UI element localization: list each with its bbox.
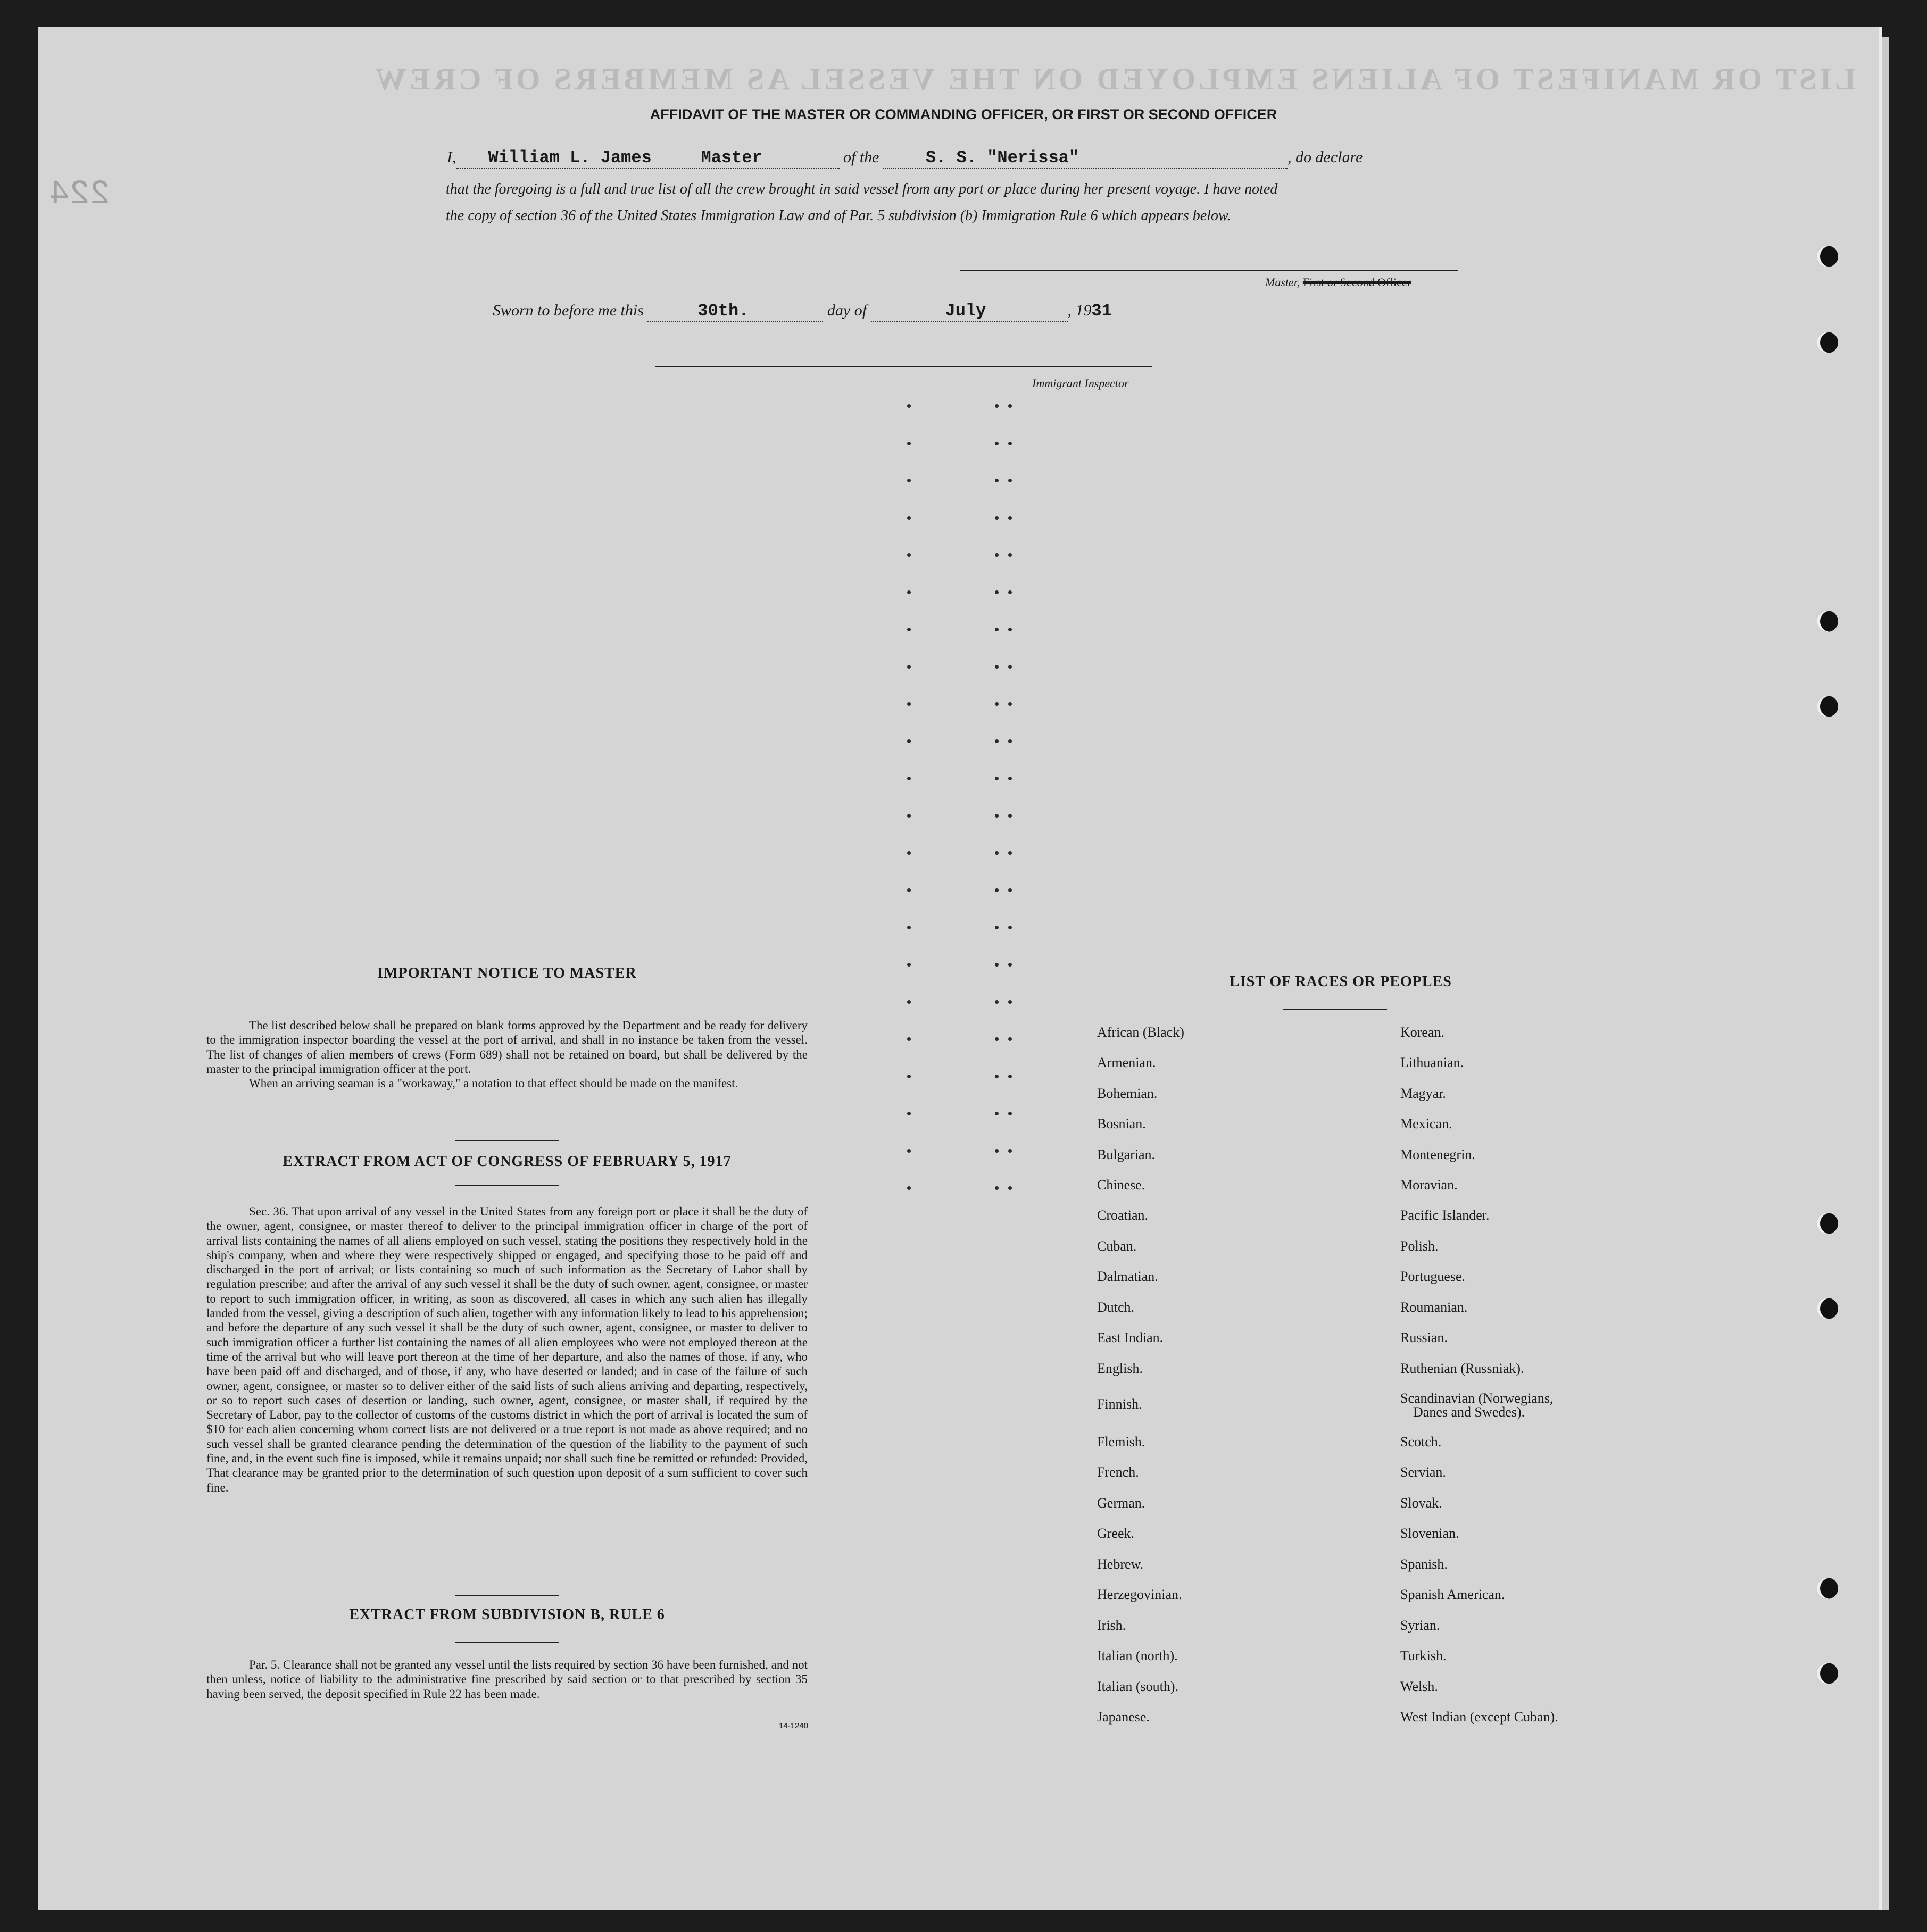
race-item: Syrian. xyxy=(1400,1618,1440,1633)
bleed-through-dot xyxy=(907,777,911,780)
bleed-through-dot xyxy=(1008,926,1012,929)
bleed-through-dot xyxy=(995,1149,999,1153)
bleed-through-dot xyxy=(1008,665,1012,669)
race-item: Bohemian. xyxy=(1097,1086,1158,1101)
binder-hole xyxy=(1817,1213,1838,1234)
bleed-through-dot xyxy=(907,739,911,743)
bleed-through-dot xyxy=(907,963,911,967)
race-item: Hebrew. xyxy=(1097,1556,1144,1572)
race-item: Dutch. xyxy=(1097,1300,1135,1315)
inspector-label: Immigrant Inspector xyxy=(1032,377,1129,390)
race-item: Montenegrin. xyxy=(1400,1147,1475,1162)
race-item: Finnish. xyxy=(1097,1396,1142,1412)
bleed-through-dot xyxy=(1008,1112,1012,1115)
bleed-through-dot xyxy=(907,1000,911,1004)
bleed-through-dot xyxy=(995,1000,999,1004)
bleed-through-dot xyxy=(1008,739,1012,743)
bleed-through-dot xyxy=(995,1112,999,1115)
master-name-field xyxy=(456,148,840,169)
affidavit-line-3: the copy of section 36 of the United States Immigration Law and of Par. 5 subdivision (b) Immigration Rule 6 which appears below. xyxy=(446,207,1231,224)
race-item: Portuguese. xyxy=(1400,1269,1466,1284)
bleed-through-dot xyxy=(907,1112,911,1115)
race-item: Roumanian. xyxy=(1400,1300,1468,1315)
bleed-through-dot xyxy=(907,628,911,631)
bleed-through-dot xyxy=(907,553,911,557)
bleed-through-dot xyxy=(995,516,999,520)
sworn-month: July xyxy=(945,301,986,321)
bleed-through-dot xyxy=(1008,963,1012,967)
affidavit-declaration-line xyxy=(447,148,1458,169)
race-item: Turkish. xyxy=(1400,1648,1447,1663)
bleed-through-dot xyxy=(995,553,999,557)
bleed-through-dot xyxy=(1008,1037,1012,1041)
race-item: Moravian. xyxy=(1400,1177,1458,1193)
sworn-line: Sworn to before me this 30th. day of July , 1931 xyxy=(493,301,1112,321)
bleed-through-dot xyxy=(995,814,999,818)
binder-hole xyxy=(1817,1578,1838,1599)
binder-hole xyxy=(1817,696,1838,717)
bleed-through-dot xyxy=(907,479,911,482)
master-rank: Master xyxy=(701,148,762,168)
sworn-label: Sworn to before me this xyxy=(493,302,644,319)
race-item: Scotch. xyxy=(1400,1434,1442,1450)
race-item: Ruthenian (Russniak). xyxy=(1400,1361,1524,1376)
act-extract-body xyxy=(206,1204,808,1495)
bleed-through-dot xyxy=(995,1186,999,1190)
bleed-through-dot xyxy=(907,404,911,408)
notice-body xyxy=(206,1018,808,1090)
notice-paragraph-2: When an arriving seaman is a "workaway," a notation to that effect should be made on the manifest. xyxy=(249,1077,738,1090)
race-item: Dalmatian. xyxy=(1097,1269,1158,1284)
race-item: Irish. xyxy=(1097,1618,1126,1633)
divider xyxy=(455,1185,559,1186)
bleed-through-dot xyxy=(907,888,911,892)
race-item: Spanish American. xyxy=(1400,1587,1505,1602)
signature-master-label: Master, xyxy=(1265,276,1300,289)
divider xyxy=(455,1642,559,1643)
bleed-through-dot xyxy=(1008,777,1012,780)
binder-hole xyxy=(1817,611,1838,632)
race-item: Chinese. xyxy=(1097,1177,1145,1193)
binder-hole xyxy=(1817,246,1838,267)
race-item: Armenian. xyxy=(1097,1055,1156,1070)
race-item: Mexican. xyxy=(1400,1116,1452,1131)
sworn-year: 31 xyxy=(1091,301,1112,321)
race-item: Flemish. xyxy=(1097,1434,1145,1450)
race-item: Pacific Islander. xyxy=(1400,1208,1490,1223)
bleed-through-dot xyxy=(995,404,999,408)
race-item: Italian (south). xyxy=(1097,1679,1179,1694)
binder-hole xyxy=(1817,332,1838,353)
binder-hole xyxy=(1817,1298,1838,1319)
race-item: Danes and Swedes). xyxy=(1413,1404,1525,1420)
bleed-through-dot xyxy=(907,851,911,855)
bleed-through-dot xyxy=(907,442,911,445)
binder-hole xyxy=(1817,1663,1838,1684)
race-item: Japanese. xyxy=(1097,1709,1150,1725)
bleed-through-dot xyxy=(1008,590,1012,594)
bleed-through-dot xyxy=(1008,442,1012,445)
bleed-through-dot xyxy=(995,851,999,855)
affidavit-title: AFFIDAVIT OF THE MASTER OR COMMANDING OFFICER, OR FIRST OR SECOND OFFICER xyxy=(650,106,1277,122)
race-item: Croatian. xyxy=(1097,1208,1149,1223)
race-item: Scandinavian (Norwegians, xyxy=(1400,1390,1554,1406)
bleed-through-dot xyxy=(995,739,999,743)
bleed-through-dot xyxy=(995,442,999,445)
bleed-through-dot xyxy=(907,702,911,706)
divider xyxy=(1283,1009,1387,1010)
bleed-through-title: LIST OR MANIFEST OF ALIENS EMPLOYED ON THE VESSEL AS MEMBERS OF CREW xyxy=(372,62,1856,96)
bleed-through-dot xyxy=(1008,628,1012,631)
bleed-through-dot xyxy=(907,1037,911,1041)
bleed-through-dot xyxy=(995,1075,999,1078)
bleed-through-dot xyxy=(1008,1075,1012,1078)
bleed-through-dot xyxy=(1008,814,1012,818)
race-item: Bulgarian. xyxy=(1097,1147,1156,1162)
i-label: I, xyxy=(447,148,456,166)
race-item: German. xyxy=(1097,1495,1145,1511)
race-item: Polish. xyxy=(1400,1238,1439,1254)
bleed-through-dot xyxy=(995,963,999,967)
signature-line xyxy=(960,270,1458,271)
race-item: Spanish. xyxy=(1400,1556,1448,1572)
master-name: William L. James xyxy=(488,148,652,168)
race-item: Herzegovinian. xyxy=(1097,1587,1182,1602)
bleed-through-dot xyxy=(1008,1000,1012,1004)
rule-extract-body xyxy=(206,1658,808,1701)
race-item: Greek. xyxy=(1097,1526,1135,1541)
vessel-name: S. S. "Nerissa" xyxy=(926,148,1079,168)
bleed-through-dot xyxy=(995,1037,999,1041)
bleed-through-dot xyxy=(907,1186,911,1190)
race-item: Korean. xyxy=(1400,1025,1445,1040)
bleed-through-dot xyxy=(1008,553,1012,557)
races-heading: LIST OF RACES OR PEOPLES xyxy=(1230,973,1452,990)
affidavit-line-2: that the foregoing is a full and true list of all the crew brought in said vessel from any port or place during her present voyage. I have noted xyxy=(446,181,1278,197)
race-item: Slovak. xyxy=(1400,1495,1442,1511)
bleed-through-dot xyxy=(907,1075,911,1078)
race-item: English. xyxy=(1097,1361,1143,1376)
bleed-through-dot xyxy=(1008,479,1012,482)
race-item: Cuban. xyxy=(1097,1238,1137,1254)
sworn-month-field xyxy=(871,301,1068,322)
bleed-through-dot xyxy=(995,628,999,631)
bleed-through-dot xyxy=(995,888,999,892)
race-item: African (Black) xyxy=(1097,1025,1184,1040)
race-item: Slovenian. xyxy=(1400,1526,1459,1541)
day-of-label: day of xyxy=(827,302,867,319)
divider xyxy=(455,1140,559,1141)
race-item: Russian. xyxy=(1400,1330,1448,1345)
bleed-through-dot xyxy=(995,479,999,482)
bleed-through-page-number: 224 xyxy=(49,176,111,214)
bleed-through-dot xyxy=(995,665,999,669)
race-item: Lithuanian. xyxy=(1400,1055,1464,1070)
act-extract-heading: EXTRACT FROM ACT OF CONGRESS OF FEBRUARY 5, 1917 xyxy=(283,1153,732,1170)
sworn-day: 30th. xyxy=(697,301,749,321)
bleed-through-dot xyxy=(995,926,999,929)
bleed-through-dot xyxy=(907,665,911,669)
bleed-through-dot xyxy=(1008,1186,1012,1190)
rule-extract-text: Par. 5. Clearance shall not be granted any vessel until the lists required by section 36 have been furnished, and not then unless, notice of liability to the administrative fine prescribed by said section or to that prescribed by section 35 having been served, the deposit specified in Rule 22 has been made. xyxy=(206,1658,808,1701)
bleed-through-dot xyxy=(907,1149,911,1153)
bleed-through-dot xyxy=(995,590,999,594)
bleed-through-dot xyxy=(995,777,999,780)
sworn-day-field xyxy=(647,301,823,322)
race-item: Magyar. xyxy=(1400,1086,1446,1101)
bleed-through-dot xyxy=(995,702,999,706)
race-item: West Indian (except Cuban). xyxy=(1400,1709,1558,1725)
do-declare-label: , do declare xyxy=(1288,148,1363,166)
race-item: Welsh. xyxy=(1400,1679,1438,1694)
bleed-through-dot xyxy=(1008,851,1012,855)
signature-caption xyxy=(1265,276,1411,289)
race-item: French. xyxy=(1097,1464,1139,1480)
notice-heading: IMPORTANT NOTICE TO MASTER xyxy=(377,965,637,981)
bleed-through-dot xyxy=(1008,404,1012,408)
rule-extract-heading: EXTRACT FROM SUBDIVISION B, RULE 6 xyxy=(349,1606,665,1623)
inspector-signature-line xyxy=(655,366,1152,367)
race-item: Bosnian. xyxy=(1097,1116,1146,1131)
vessel-field xyxy=(883,148,1288,169)
act-extract-text: Sec. 36. That upon arrival of any vessel in the United States from any foreign port or place it shall be the duty of the owner, agent, consignee, or master thereof to deliver to the principal immigration officer in charge of the port of arrival lists containing the names of all aliens employed on such vessel, stating the positions they respectively hold in the ship's company, when and where they were respectively shipped or engaged, and specifying those to be paid off and discharged in the port of arrival; or lists containing so much of such information as the Secretary of Labor shall by regulation prescribe; and after the arrival of any such vessel it shall be the duty of such owner, agent, consignee, or master to report to such immigration officer, in writing, as soon as discovered, all cases in which any such alien has illegally landed from the vessel, giving a description of such alien, together with any information likely to lead to his apprehension; and before the departure of any such vessel it shall be the duty of such owner, agent, consignee, or master to deliver to such immigration officer a further list containing the names of all alien employees who were not employed thereon at the time of the arrival but who will leave port thereon at the time of her departure, and also the names of those, if any, who have been paid off and discharged, and of those, if any, who have deserted or landed; and in case of the failure of such owner, agent, consignee, or master so to deliver either of the said lists of such aliens arriving and departing, respectively, or so to report such cases of desertion or landing, such owner, agent, consignee, or master shall, if required by the Secretary of Labor, pay to the collector of customs of the customs district in which the port of arrival is located the sum of $10 for each alien concerning whom correct lists are not delivered or a true report is not made as above required; and no such vessel shall be granted clearance pending the determination of the question of the liability to the payment of such fine, and, in the event such fine is imposed, while it remains unpaid; nor shall such fine be remitted or refunded: Provided, That clearance may be granted prior to the determination of such question upon deposit of a sum sufficient to cover such fine. xyxy=(206,1205,808,1494)
bleed-through-dot xyxy=(1008,1149,1012,1153)
notice-paragraph-1: The list described below shall be prepared on blank forms approved by the Department and be ready for delivery to the immigration inspector boarding the vessel at the port of arrival, and shall in no instance be taken from the vessel. The list of changes of alien members of crews (Form 689) shall not be retained on board, but shall be delivered by the master to the principal immigration officer at the port. xyxy=(206,1019,808,1076)
year-prefix: 19 xyxy=(1075,302,1092,319)
bleed-through-dot xyxy=(907,516,911,520)
bleed-through-dot xyxy=(1008,702,1012,706)
race-item: East Indian. xyxy=(1097,1330,1164,1345)
divider xyxy=(455,1595,559,1596)
signature-struck-label: First or Second Officer xyxy=(1302,276,1411,289)
bleed-through-dot xyxy=(1008,516,1012,520)
race-item: Italian (north). xyxy=(1097,1648,1178,1663)
bleed-through-dot xyxy=(907,926,911,929)
bleed-through-dot xyxy=(1008,888,1012,892)
form-number: 14-1240 xyxy=(779,1721,809,1730)
bleed-through-dot xyxy=(907,590,911,594)
of-the-label: of the xyxy=(843,148,879,166)
bleed-through-dot xyxy=(907,814,911,818)
race-item: Servian. xyxy=(1400,1464,1446,1480)
